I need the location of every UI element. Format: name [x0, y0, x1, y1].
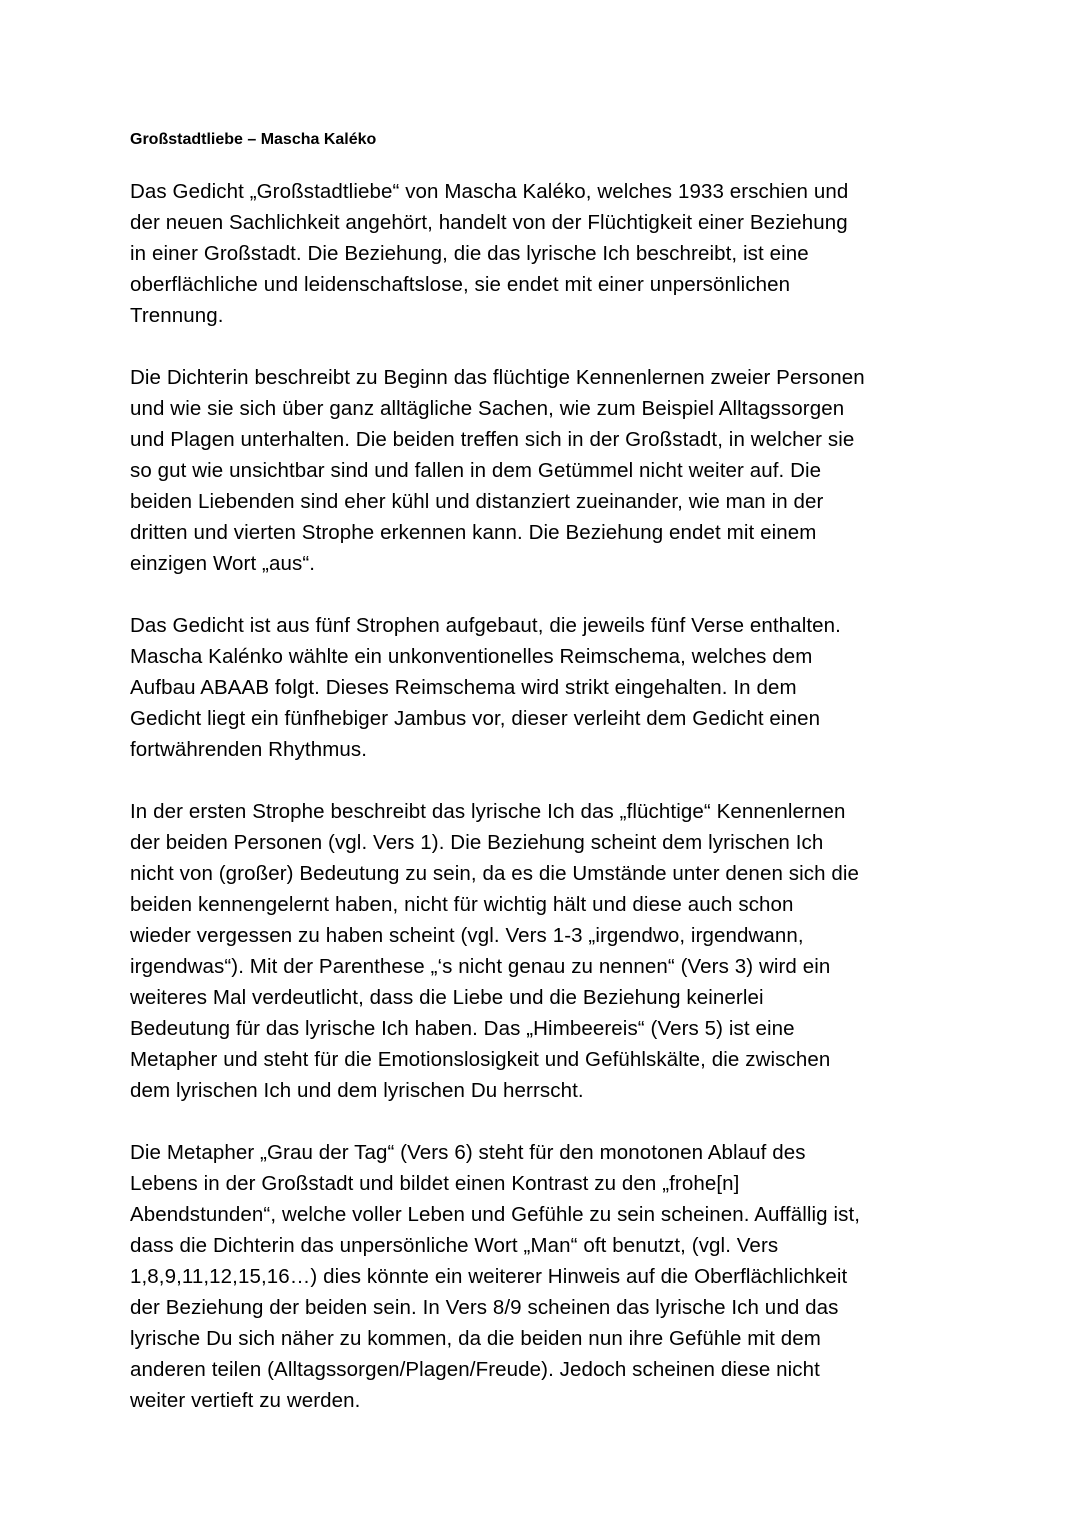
text-line: fortwährenden Rhythmus.: [130, 738, 368, 761]
text-line: Lebens in der Großstadt und bildet einen Kontrast zu den „frohe[n]: [130, 1172, 740, 1195]
text-line: und wie sie sich über ganz alltägliche Sachen, wie zum Beispiel Alltagssorgen: [130, 397, 845, 420]
text-line: der Beziehung der beiden sein. In Vers 8/9 scheinen das lyrische Ich und das: [130, 1296, 839, 1319]
text-line: dem lyrischen Ich und dem lyrischen Du herrscht.: [130, 1079, 584, 1102]
text-line: irgendwas“). Mit der Parenthese „‘s nicht genau zu nennen“ (Vers 3) wird ein: [130, 955, 831, 978]
text-line: Die Metapher „Grau der Tag“ (Vers 6) steht für den monotonen Ablauf des: [130, 1141, 806, 1164]
text-line: Aufbau ABAAB folgt. Dieses Reimschema wird strikt eingehalten. In dem: [130, 676, 797, 699]
text-line: der neuen Sachlichkeit angehört, handelt von der Flüchtigkeit einer Beziehung: [130, 211, 848, 234]
document-title: Großstadtliebe – Mascha Kaléko: [130, 131, 377, 148]
text-line: weiter vertieft zu werden.: [130, 1389, 361, 1412]
text-line: oberflächliche und leidenschaftslose, sie endet mit einer unpersönlichen: [130, 273, 791, 296]
text-line: Abendstunden“, welche voller Leben und Gefühle zu sein scheinen. Auffällig ist,: [130, 1203, 861, 1226]
text-line: Die Dichterin beschreibt zu Beginn das flüchtige Kennenlernen zweier Personen: [130, 366, 865, 389]
text-line: Das Gedicht ist aus fünf Strophen aufgebaut, die jeweils fünf Verse enthalten.: [130, 614, 841, 637]
text-line: In der ersten Strophe beschreibt das lyrische Ich das „flüchtige“ Kennenlernen: [130, 800, 846, 823]
text-line: Trennung.: [130, 304, 224, 327]
paragraph-second-stanza: [130, 1137, 960, 1416]
text-line: wieder vergessen zu haben scheint (vgl. Vers 1-3 „irgendwo, irgendwann,: [130, 924, 804, 947]
text-line: beiden kennengelernt haben, nicht für wichtig hält und diese auch schon: [130, 893, 794, 916]
text-line: so gut wie unsichtbar sind und fallen in dem Getümmel nicht weiter auf. Die: [130, 459, 822, 482]
paragraph-form-analysis: [130, 610, 960, 765]
paragraph-content-summary: [130, 362, 960, 579]
text-line: Mascha Kalénko wählte ein unkonventionelles Reimschema, welches dem: [130, 645, 813, 668]
text-line: einzigen Wort „aus“.: [130, 552, 316, 575]
text-line: und Plagen unterhalten. Die beiden treffen sich in der Großstadt, in welcher sie: [130, 428, 855, 451]
text-line: nicht von (großer) Bedeutung zu sein, da es die Umstände unter denen sich die: [130, 862, 860, 885]
text-line: dritten und vierten Strophe erkennen kann. Die Beziehung endet mit einem: [130, 521, 817, 544]
text-line: weiteres Mal verdeutlicht, dass die Liebe und die Beziehung keinerlei: [130, 986, 764, 1009]
text-line: in einer Großstadt. Die Beziehung, die das lyrische Ich beschreibt, ist eine: [130, 242, 809, 265]
text-line: anderen teilen (Alltagssorgen/Plagen/Freude). Jedoch scheinen diese nicht: [130, 1358, 820, 1381]
text-line: Gedicht liegt ein fünfhebiger Jambus vor, dieser verleiht dem Gedicht einen: [130, 707, 821, 730]
text-line: dass die Dichterin das unpersönliche Wort „Man“ oft benutzt, (vgl. Vers: [130, 1234, 779, 1257]
text-line: 1,8,9,11,12,15,16…) dies könnte ein weiterer Hinweis auf die Oberflächlichkeit: [130, 1265, 848, 1288]
text-line: Metapher und steht für die Emotionslosigkeit und Gefühlskälte, die zwischen: [130, 1048, 831, 1071]
paragraph-introduction: [130, 176, 960, 331]
text-line: der beiden Personen (vgl. Vers 1). Die Beziehung scheint dem lyrischen Ich: [130, 831, 824, 854]
text-line: Bedeutung für das lyrische Ich haben. Das „Himbeereis“ (Vers 5) ist eine: [130, 1017, 795, 1040]
document-page: [130, 128, 960, 1447]
text-line: lyrische Du sich näher zu kommen, da die beiden nun ihre Gefühle mit dem: [130, 1327, 821, 1350]
paragraph-first-stanza: [130, 796, 960, 1106]
text-line: beiden Liebenden sind eher kühl und distanziert zueinander, wie man in der: [130, 490, 824, 513]
text-line: Das Gedicht „Großstadtliebe“ von Mascha Kaléko, welches 1933 erschien und: [130, 180, 849, 203]
